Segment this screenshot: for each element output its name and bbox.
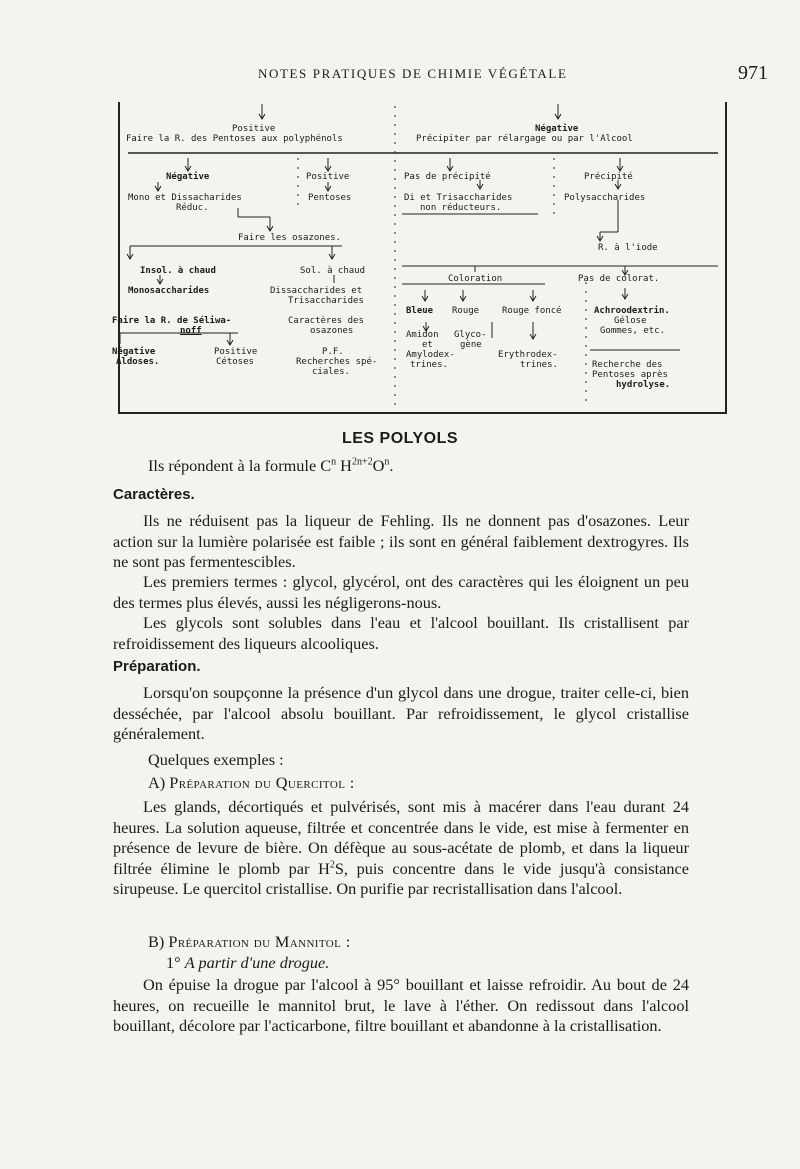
paragraph-quercitol <box>113 797 689 900</box>
label-pf: P.F. <box>322 347 344 357</box>
label-sol: Sol. à chaud <box>300 266 366 276</box>
heading-quercitol <box>148 773 688 794</box>
quercitol-text-1: Les glands, décortiqués et pulvérisés, sont mis à macérer dans l'eau durant 24 heures. La solution aqueuse, filtrée et concentrée dans le vide, est mise à fermenter en présence de levure de bière. On défèque au sous-acétate de plomb, et dans la liqueur filtrée élimine le plomb par H <box>113 797 689 878</box>
heading-preparation: Préparation. <box>113 658 201 675</box>
label-glycogene-1: Glyco- <box>454 330 487 340</box>
heading-mannitol <box>148 932 688 953</box>
label-et: et <box>422 340 433 350</box>
label-trisaccharides: Trisaccharides <box>288 296 364 306</box>
label-gelose: Gélose <box>614 316 647 326</box>
page-header <box>0 62 800 86</box>
label-rouge: Rouge <box>452 306 480 316</box>
label-coloration: Coloration <box>448 274 503 284</box>
formula-o: O <box>372 456 385 475</box>
label-achroodextrines: Achroodextrin. <box>594 306 670 316</box>
label-seliwanoff-2: noff <box>180 326 202 336</box>
label-dissaccharides: Dissaccharides et <box>270 286 363 296</box>
label-pas-coloration: Pas de colorat. <box>578 274 660 284</box>
label-gommes: Gommes, etc. <box>600 326 666 336</box>
label-glycogene-2: gène <box>460 340 482 350</box>
label-polysaccharides: Polysaccharides <box>564 193 646 203</box>
paragraph-caracteres-1: Ils ne réduisent pas la liqueur de Fehling. Ils ne donnent pas d'osazones. Leur action sur la lumière polarisée est faible ; ils sont en général faiblement dextrogyres. Ils ne sont pas fermentescibles. <box>113 511 689 571</box>
carbohydrate-flowchart <box>112 102 727 414</box>
label-negative-2: Négative <box>166 172 210 182</box>
label-recherche-3: hydrolyse. <box>616 380 671 390</box>
label-caracteres-1: Caractères des <box>288 316 364 326</box>
heading-mannitol-letter: B) <box>148 932 169 951</box>
label-precipite: Précipité <box>584 172 633 182</box>
drogue-title: A partir d'une drogue. <box>184 953 330 972</box>
label-amylodextrines-1: Amylodex- <box>406 350 455 360</box>
label-faire-osazones: Faire les osazones. <box>238 233 341 243</box>
label-di-tri: Di et Trisaccharides <box>404 193 513 203</box>
label-erythrodextrines-1: Erythrodex- <box>498 350 558 360</box>
heading-drogue <box>166 953 686 974</box>
label-seliwanoff-1: Faire la R. de Séliwa- <box>112 316 232 326</box>
label-pas-precipite: Pas de précipité <box>404 172 491 182</box>
drogue-number: 1° <box>166 953 181 972</box>
instruction-precipiter: Précipiter par rélargage ou par l'Alcool <box>416 134 633 144</box>
instruction-pentoses: Faire la R. des Pentoses aux polyphénols <box>126 134 343 144</box>
label-positive-2: Positive <box>306 172 350 182</box>
formula-suffix: . <box>389 456 394 475</box>
formula-prefix: Ils répondent à la formule C <box>148 456 332 475</box>
running-title: NOTES PRATIQUES DE CHIMIE VÉGÉTALE <box>258 66 568 81</box>
paragraph-caracteres-3: Les glycols sont solubles dans l'eau et l'alcool bouillant. Ils cristallisent par refroidissement des liqueurs alcooliques. <box>113 613 689 653</box>
label-recherches-2: ciales. <box>312 367 350 377</box>
page-number: 971 <box>738 62 768 84</box>
label-non-reducteurs: non réducteurs. <box>420 203 502 213</box>
label-mono-di: Mono et Dissacharides <box>128 193 242 203</box>
label-pentoses: Pentoses <box>308 193 352 203</box>
label-recherches-1: Recherches spé- <box>296 357 378 367</box>
label-recherche-1: Recherche des <box>592 360 663 370</box>
label-positive-3: Positive <box>214 347 258 357</box>
label-reduc: Réduc. <box>176 203 209 213</box>
heading-quercitol-letter: A) <box>148 773 170 792</box>
examples-intro: Quelques exemples : <box>148 750 284 769</box>
paragraph-preparation-1: Lorsqu'on soupçonne la présence d'un glycol dans une drogue, traiter celle-ci, bien desséchée, par l'alcool absolu bouillant. Par refroidissement, le glycol cristallise généralement. <box>113 683 689 743</box>
label-negative: Négative <box>535 124 579 134</box>
heading-quercitol-text: Préparation du Quercitol : <box>169 773 355 792</box>
heading-caracteres: Caractères. <box>113 486 195 503</box>
label-insol: Insol. à chaud <box>140 266 216 276</box>
label-positive: Positive <box>232 124 276 134</box>
label-cetoses: Cétoses <box>216 357 254 367</box>
paragraph-mannitol: On épuise la drogue par l'alcool à 95° bouillant et laisse refroidir. Au bout de 24 heures, on recueille le mannitol brut, le lave à l'éther. On redissout dans l'alcool bouillant, décolore par l'acticarbone, filtre bouillant et abandonne à la cristallisation. <box>113 975 689 1035</box>
formula-sup-n: n <box>331 456 337 468</box>
formula-h: H <box>336 456 352 475</box>
label-aldoses: Aldoses. <box>116 357 160 367</box>
formula-line <box>148 456 708 477</box>
label-erythrodextrines-2: trines. <box>520 360 558 370</box>
label-r-iode: R. à l'iode <box>598 243 658 253</box>
paragraph-caracteres-2: Les premiers termes : glycol, glycérol, ont des caractères qui les éloignent un peu des termes plus élevés, aussi les négligerons-nous. <box>113 572 689 612</box>
label-recherche-2: Pentoses après <box>592 370 668 380</box>
label-monosaccharides: Monosaccharides <box>128 286 210 296</box>
label-bleue: Bleue <box>406 306 434 316</box>
label-amidon: Amidon <box>406 330 439 340</box>
heading-mannitol-text: Préparation du Mannitol : <box>168 932 351 951</box>
quercitol-text-2: S, puis concentre dans le vide jusqu'à consistance sirupeuse. Le quercitol cristallise. On purifie par recristallisation dans l'alcool. <box>113 858 689 898</box>
label-caracteres-2: osazones <box>310 326 354 336</box>
quercitol-sup: 2 <box>329 859 335 871</box>
section-title: LES POLYOLS <box>341 430 459 447</box>
label-rouge-fonce: Rouge foncé <box>502 306 562 316</box>
label-negative-3: Négative <box>112 347 156 357</box>
formula-sup-n2: n <box>384 456 390 468</box>
formula-sup-2n2: 2n+2 <box>351 456 373 468</box>
label-amylodextrines-2: trines. <box>410 360 448 370</box>
